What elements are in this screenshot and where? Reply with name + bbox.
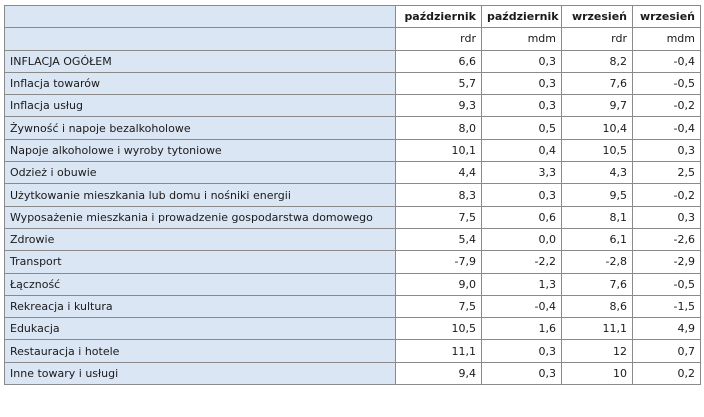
row-label: Łączność [5, 273, 396, 295]
row-label: Odzież i obuwie [5, 162, 396, 184]
table-row [5, 251, 701, 273]
value-cell: 0,3 [633, 139, 701, 161]
row-label: Inflacja towarów [5, 72, 396, 94]
value-cell: 10,5 [396, 318, 482, 340]
value-cell: 5,7 [396, 72, 482, 94]
value-cell: 1,3 [482, 273, 562, 295]
table-row [5, 228, 701, 250]
value-cell: 2,5 [633, 162, 701, 184]
row-label: INFLACJA OGÓŁEM [5, 50, 396, 72]
row-label: Rekreacja i kultura [5, 295, 396, 317]
value-cell: 10,4 [562, 117, 633, 139]
value-cell: -7,9 [396, 251, 482, 273]
value-cell: -2,9 [633, 251, 701, 273]
row-label: Zdrowie [5, 228, 396, 250]
row-label: Edukacja [5, 318, 396, 340]
value-cell: -0,2 [633, 184, 701, 206]
row-label: Użytkowanie mieszkania lub domu i nośniki energii [5, 184, 396, 206]
value-cell: 3,3 [482, 162, 562, 184]
table-row [5, 50, 701, 72]
value-cell: 10 [562, 362, 633, 384]
value-cell: 0,3 [482, 340, 562, 362]
inflation-table [4, 5, 701, 385]
value-cell: 0,7 [633, 340, 701, 362]
header-month: październik [396, 6, 482, 28]
header-unit: mdm [482, 28, 562, 50]
value-cell: 0,6 [482, 206, 562, 228]
value-cell: 7,6 [562, 273, 633, 295]
value-cell: -1,5 [633, 295, 701, 317]
value-cell: -2,8 [562, 251, 633, 273]
header-month: wrzesień [633, 6, 701, 28]
value-cell: 6,1 [562, 228, 633, 250]
value-cell: -0,5 [633, 273, 701, 295]
row-label: Żywność i napoje bezalkoholowe [5, 117, 396, 139]
header-month: październik [482, 6, 562, 28]
value-cell: 8,1 [562, 206, 633, 228]
value-cell: -0,4 [633, 50, 701, 72]
header-unit: rdr [396, 28, 482, 50]
header-unit: rdr [562, 28, 633, 50]
header-corner-cell [5, 28, 396, 50]
value-cell: 0,3 [482, 95, 562, 117]
value-cell: 9,3 [396, 95, 482, 117]
value-cell: 4,4 [396, 162, 482, 184]
header-month-row [5, 6, 701, 28]
table-row [5, 295, 701, 317]
table-row [5, 117, 701, 139]
value-cell: 7,5 [396, 295, 482, 317]
value-cell: 8,3 [396, 184, 482, 206]
table-row [5, 340, 701, 362]
header-corner-cell [5, 6, 396, 28]
value-cell: -0,5 [633, 72, 701, 94]
value-cell: 6,6 [396, 50, 482, 72]
value-cell: 9,7 [562, 95, 633, 117]
value-cell: 11,1 [562, 318, 633, 340]
value-cell: 0,2 [633, 362, 701, 384]
value-cell: 0,4 [482, 139, 562, 161]
value-cell: 9,4 [396, 362, 482, 384]
value-cell: -2,2 [482, 251, 562, 273]
table-row [5, 72, 701, 94]
header-month: wrzesień [562, 6, 633, 28]
value-cell: 0,3 [633, 206, 701, 228]
value-cell: 10,5 [562, 139, 633, 161]
table-row [5, 139, 701, 161]
value-cell: 5,4 [396, 228, 482, 250]
value-cell: 7,6 [562, 72, 633, 94]
header-unit-row [5, 28, 701, 50]
row-label: Inflacja usług [5, 95, 396, 117]
value-cell: 0,5 [482, 117, 562, 139]
value-cell: 9,0 [396, 273, 482, 295]
table-row [5, 206, 701, 228]
value-cell: 0,3 [482, 362, 562, 384]
value-cell: 8,6 [562, 295, 633, 317]
value-cell: 0,3 [482, 50, 562, 72]
header-unit: mdm [633, 28, 701, 50]
value-cell: 8,0 [396, 117, 482, 139]
value-cell: 4,3 [562, 162, 633, 184]
value-cell: -0,4 [482, 295, 562, 317]
table-row [5, 95, 701, 117]
value-cell: 12 [562, 340, 633, 362]
row-label: Restauracja i hotele [5, 340, 396, 362]
value-cell: 11,1 [396, 340, 482, 362]
value-cell: -0,4 [633, 117, 701, 139]
value-cell: 10,1 [396, 139, 482, 161]
table-row [5, 184, 701, 206]
value-cell: 7,5 [396, 206, 482, 228]
value-cell: 0,3 [482, 184, 562, 206]
table-row [5, 273, 701, 295]
row-label: Napoje alkoholowe i wyroby tytoniowe [5, 139, 396, 161]
value-cell: 9,5 [562, 184, 633, 206]
table-row [5, 362, 701, 384]
value-cell: 4,9 [633, 318, 701, 340]
row-label: Inne towary i usługi [5, 362, 396, 384]
value-cell: -2,6 [633, 228, 701, 250]
value-cell: 0,0 [482, 228, 562, 250]
row-label: Transport [5, 251, 396, 273]
table-row [5, 162, 701, 184]
value-cell: 8,2 [562, 50, 633, 72]
table-row [5, 318, 701, 340]
value-cell: -0,2 [633, 95, 701, 117]
value-cell: 0,3 [482, 72, 562, 94]
row-label: Wyposażenie mieszkania i prowadzenie gospodarstwa domowego [5, 206, 396, 228]
value-cell: 1,6 [482, 318, 562, 340]
